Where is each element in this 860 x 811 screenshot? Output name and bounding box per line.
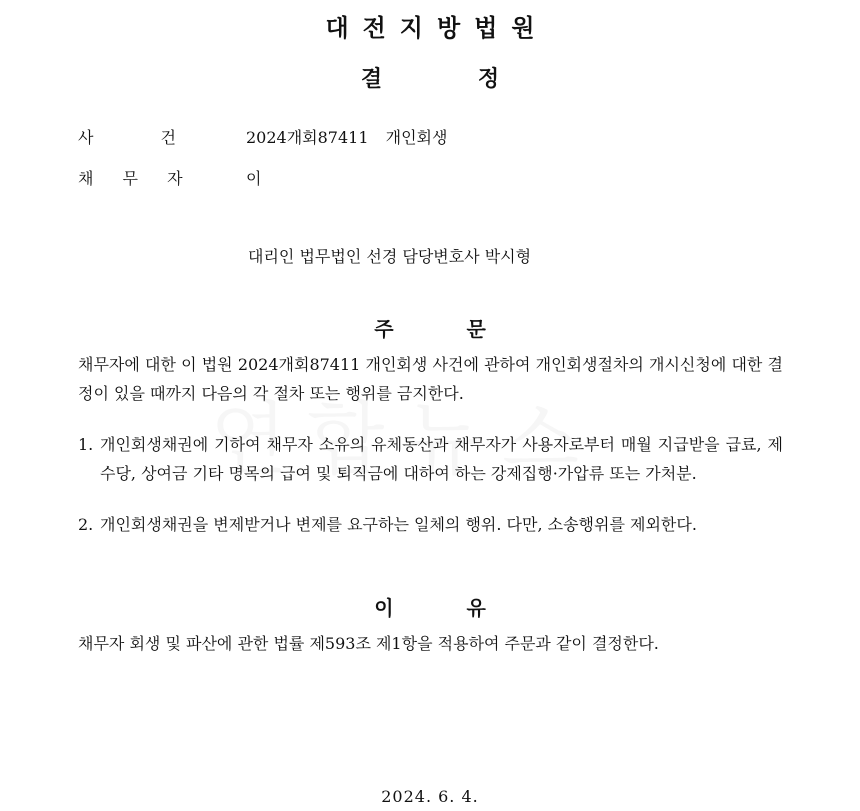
agent-line: 대리인 법무법인 선경 담당변호사 박시형 [248,247,532,266]
order-heading: 주 문 [374,317,486,341]
case-value: 2024개회87411 개인회생 [246,128,448,147]
order-text: 채무자에 대한 이 법원 2024개회87411 개인회생 사건에 관하여 개인회생절차의 개시신청에 대한 결정이 있을 때까지 다음의 각 절차 또는 행위를 금지한다. [78,355,783,403]
case-label: 사 건 [78,128,176,147]
list-item-text: 개인회생채권을 변제받거나 변제를 요구하는 일체의 행위. 다만, 소송행위를 제외한다. [100,515,697,534]
reason-heading: 이 유 [374,596,486,620]
debtor-row [78,166,261,189]
order-list-item [78,510,783,539]
order-list-item [78,430,783,488]
reason-text: 채무자 회생 및 파산에 관한 법률 제593조 제1항을 적용하여 주문과 같이 결정한다. [78,634,659,653]
list-item-number: 2. [78,515,94,534]
debtor-label: 채 무 자 [78,169,183,188]
list-item-text: 개인회생채권에 기하여 채무자 소유의 유체동산과 채무자가 사용자로부터 매월 지급받을 급료, 제수당, 상여금 기타 명목의 급여 및 퇴직금에 대하여 하는 강제집행·가압류 또는 가처분. [100,435,783,483]
list-item-number: 1. [78,435,94,454]
debtor-value: 이 [246,169,262,188]
decision-date: 2024. 6. 4. [381,787,479,806]
court-name-heading: 대전지방법원 [325,14,549,42]
document-type-heading: 결 정 [360,67,500,92]
case-row [78,125,447,148]
